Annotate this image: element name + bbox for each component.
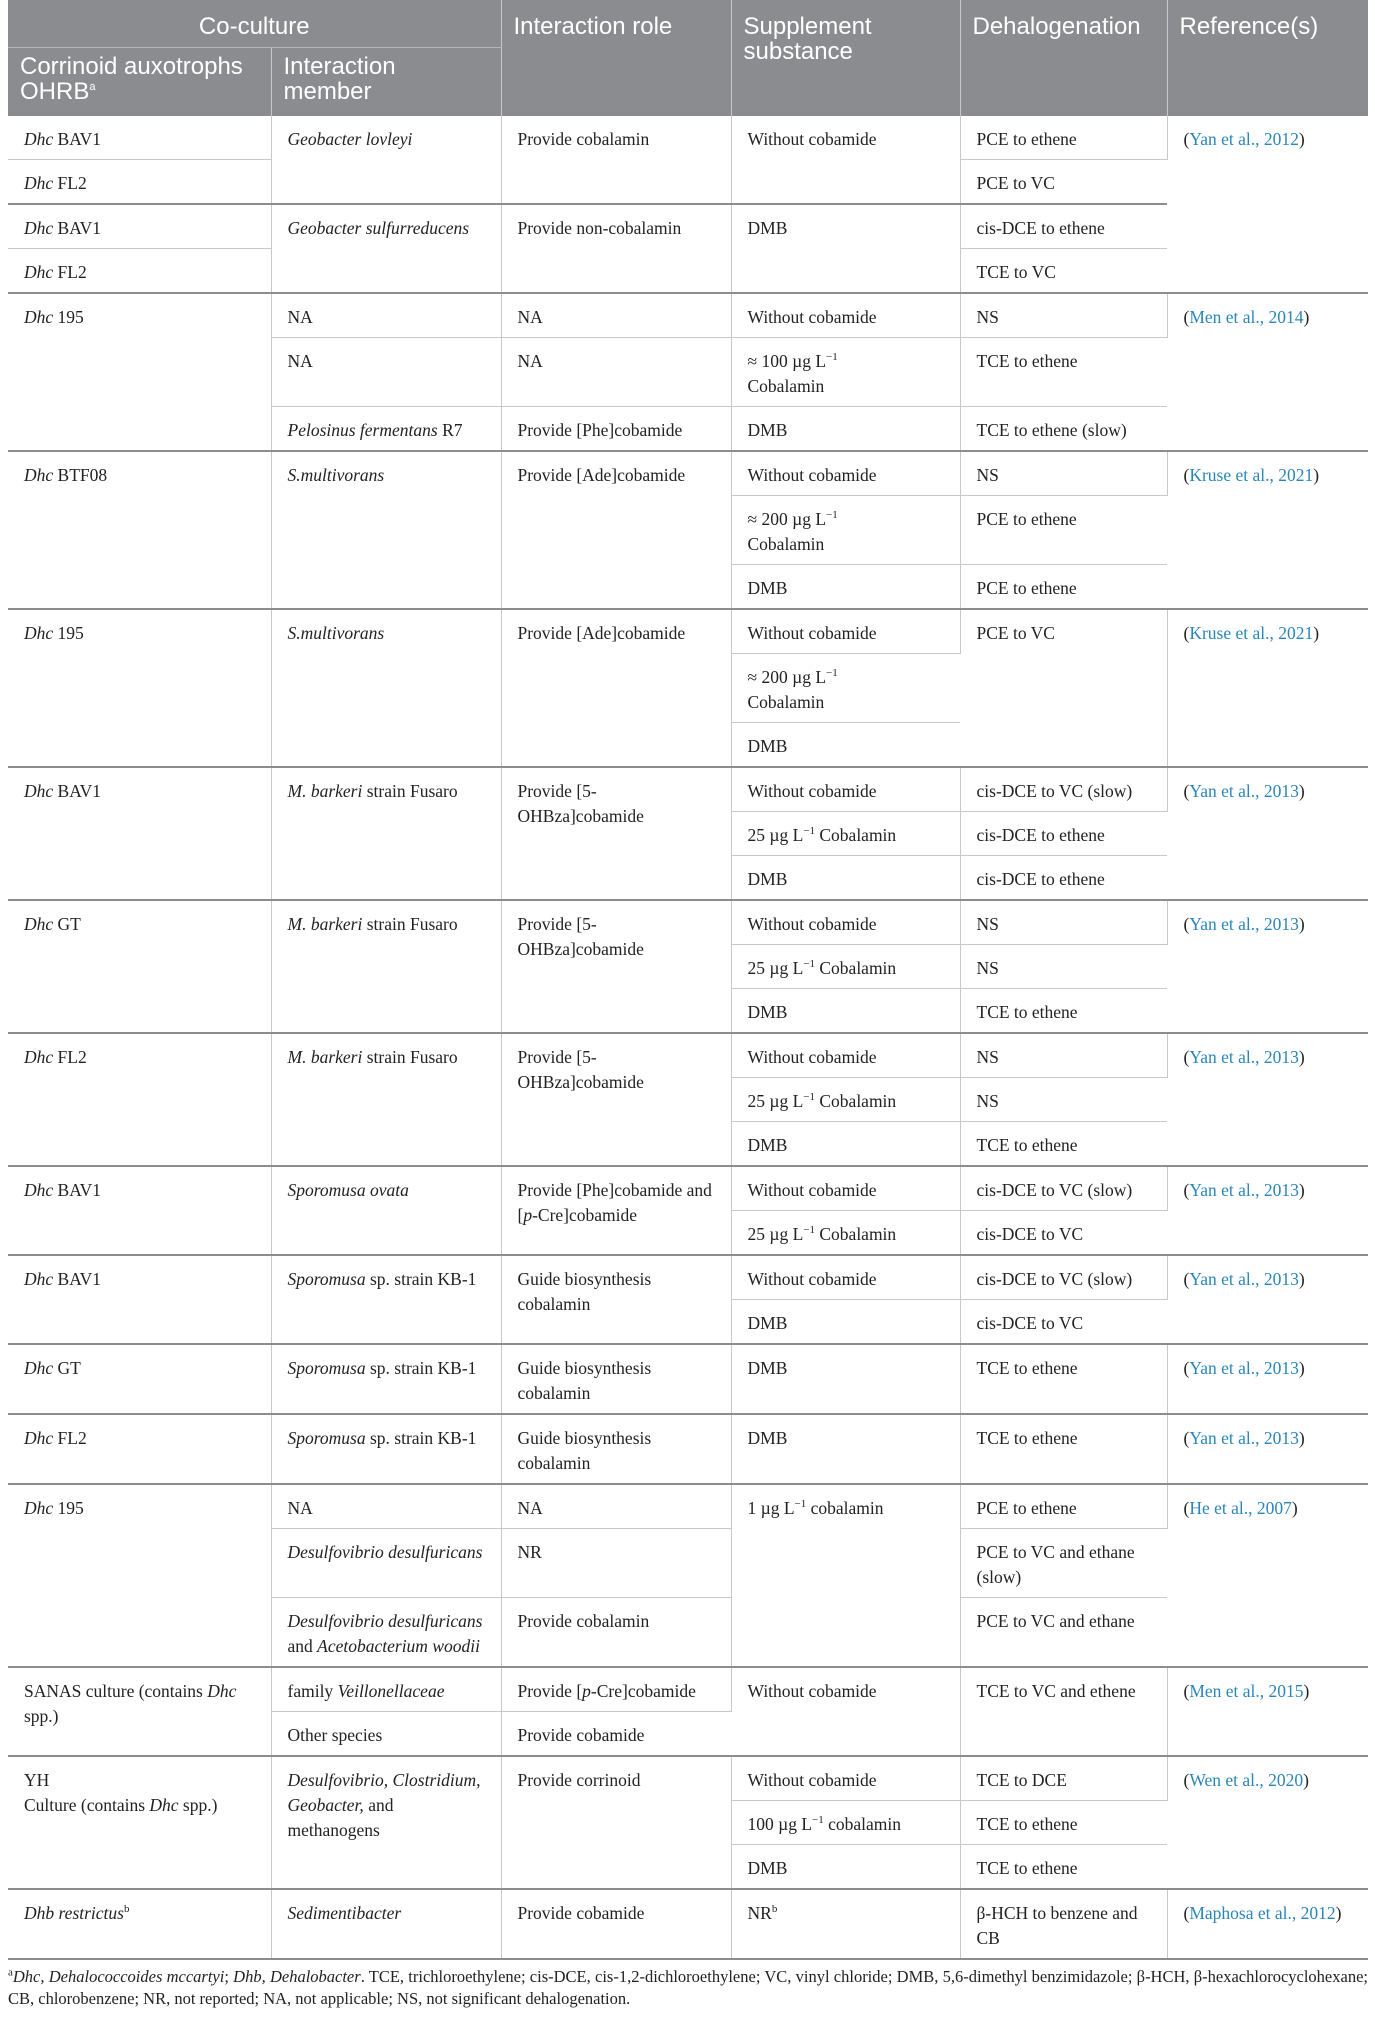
dehalogenation-cell: TCE to DCE [960, 1756, 1167, 1801]
reference-link[interactable]: Kruse et al., 2021 [1189, 623, 1314, 643]
dehalogenation-cell: PCE to VC [960, 160, 1167, 205]
ohrb-cell: Dhc BTF08 [8, 451, 271, 609]
supplement-cell: DMB [731, 407, 960, 452]
coculture-table [8, 0, 1368, 1960]
role-cell: Provide cobamide [501, 1712, 731, 1757]
reference-cell: (Yan et al., 2013) [1167, 767, 1368, 900]
member-cell: Sporomusa sp. strain KB-1 [271, 1344, 501, 1414]
reference-cell: (Men et al., 2014) [1167, 293, 1368, 451]
reference-cell: (Yan et al., 2013) [1167, 1414, 1368, 1484]
dehalogenation-cell: cis-DCE to VC (slow) [960, 1255, 1167, 1300]
dehalogenation-cell: cis-DCE to VC [960, 1300, 1167, 1345]
dehalogenation-cell: NS [960, 945, 1167, 989]
ohrb-cell: Dhc FL2 [8, 249, 271, 294]
member-cell: Sporomusa sp. strain KB-1 [271, 1255, 501, 1344]
table-header [8, 0, 1368, 116]
role-cell: Provide [5-OHBza]cobamide [501, 1033, 731, 1166]
reference-cell: (Yan et al., 2013) [1167, 900, 1368, 1033]
supplement-cell: Without cobamide [731, 1756, 960, 1801]
supplement-cell: DMB [731, 1300, 960, 1345]
reference-cell: (Yan et al., 2013) [1167, 1033, 1368, 1166]
reference-cell: (Kruse et al., 2021) [1167, 609, 1368, 767]
member-cell: Desulfovibrio desulfuricans and Acetobacterium woodii [271, 1598, 501, 1668]
header-dehalogenation: Dehalogenation [960, 0, 1167, 116]
role-cell: Provide [5-OHBza]cobamide [501, 900, 731, 1033]
table-row [8, 1414, 1368, 1484]
member-cell: Other species [271, 1712, 501, 1757]
dehalogenation-cell: TCE to ethene [960, 1845, 1167, 1890]
ohrb-cell: Dhc FL2 [8, 1414, 271, 1484]
reference-cell: (He et al., 2007) [1167, 1484, 1368, 1667]
supplement-cell: Without cobamide [731, 900, 960, 945]
dehalogenation-cell: TCE to ethene [960, 1414, 1167, 1484]
supplement-cell: ≈ 100 µg $L^{-1}$ Cobalamin [731, 338, 960, 407]
reference-cell: (Yan et al., 2013) [1167, 1166, 1368, 1255]
supplement-cell: DMB [731, 1344, 960, 1414]
table-row [8, 1166, 1368, 1211]
role-cell: Provide cobalamin [501, 1598, 731, 1668]
dehalogenation-cell: cis-DCE to ethene [960, 856, 1167, 901]
ohrb-cell: Dhc 195 [8, 1484, 271, 1667]
supplement-cell: Without cobamide [731, 293, 960, 338]
header-references: Reference(s) [1167, 0, 1368, 116]
supplement-cell: DMB [731, 565, 960, 610]
dehalogenation-cell: TCE to ethene [960, 989, 1167, 1034]
table-row [8, 1033, 1368, 1078]
supplement-cell: 1 µg $L^{-1}$ cobalamin [731, 1484, 960, 1667]
supplement-cell: Without cobamide [731, 1667, 960, 1756]
role-cell: Provide [Ade]cobamide [501, 609, 731, 767]
member-cell: S.multivorans [271, 451, 501, 609]
supplement-cell: Without cobamide [731, 116, 960, 204]
ohrb-cell: SANAS culture (contains Dhc spp.) [8, 1667, 271, 1756]
role-cell: Provide [Ade]cobamide [501, 451, 731, 609]
table-body [8, 116, 1368, 1959]
dehalogenation-cell: PCE to ethene [960, 116, 1167, 160]
table-row [8, 1255, 1368, 1300]
reference-link[interactable]: Wen et al., 2020 [1189, 1770, 1304, 1790]
reference-link[interactable]: Yan et al., 2013 [1189, 1180, 1299, 1200]
table-row [8, 900, 1368, 945]
reference-cell: (Yan et al., 2012) [1167, 116, 1368, 293]
header-supplement: Supplement substance [731, 0, 960, 116]
reference-link[interactable]: Yan et al., 2013 [1189, 1047, 1299, 1067]
supplement-cell: DMB [731, 1414, 960, 1484]
member-cell: family Veillonellaceae [271, 1667, 501, 1712]
supplement-cell: Without cobamide [731, 767, 960, 812]
dehalogenation-cell: cis-DCE to ethene [960, 204, 1167, 249]
role-cell: Guide biosynthesis cobalamin [501, 1344, 731, 1414]
supplement-cell: 25 µg $L^{-1}$ Cobalamin [731, 1078, 960, 1122]
supplement-cell: Without cobamide [731, 1166, 960, 1211]
role-cell: NA [501, 293, 731, 338]
header-ohrb: Corrinoid auxotrophs OHRB$^a$ [8, 48, 271, 117]
member-cell: M. barkeri strain Fusaro [271, 900, 501, 1033]
reference-cell: (Men et al., 2015) [1167, 1667, 1368, 1756]
table-row [8, 609, 1368, 654]
dehalogenation-cell: NS [960, 293, 1167, 338]
dehalogenation-cell: PCE to ethene [960, 496, 1167, 565]
dehalogenation-cell: PCE to VC and ethane (slow) [960, 1529, 1167, 1598]
supplement-cell: Without cobamide [731, 1255, 960, 1300]
member-cell: M. barkeri strain Fusaro [271, 1033, 501, 1166]
role-cell: Provide cobalamin [501, 116, 731, 204]
dehalogenation-cell: PCE to ethene [960, 1484, 1167, 1529]
member-cell: Desulfovibrio desulfuricans [271, 1529, 501, 1598]
supplement-cell: DMB [731, 856, 960, 901]
supplement-cell: Without cobamide [731, 451, 960, 496]
role-cell: NA [501, 338, 731, 407]
dehalogenation-cell: PCE to VC [960, 609, 1167, 767]
supplement-cell: 25 µg $L^{-1}$ Cobalamin [731, 812, 960, 856]
dehalogenation-cell: TCE to ethene [960, 1801, 1167, 1845]
supplement-cell: 25 µg $L^{-1}$ Cobalamin [731, 1211, 960, 1256]
reference-cell: (Yan et al., 2013) [1167, 1255, 1368, 1344]
supplement-cell: ≈ 200 µg $L^{-1}$ Cobalamin [731, 496, 960, 565]
table-row [8, 451, 1368, 496]
table-row [8, 767, 1368, 812]
member-cell: Geobacter sulfurreducens [271, 204, 501, 293]
supplement-cell: Without cobamide [731, 609, 960, 654]
dehalogenation-cell: NS [960, 451, 1167, 496]
table-row [8, 1484, 1368, 1529]
ohrb-cell: Dhc 195 [8, 609, 271, 767]
header-interaction-role: Interaction role [501, 0, 731, 116]
header-member: Interaction member [271, 48, 501, 117]
member-cell: M. barkeri strain Fusaro [271, 767, 501, 900]
reference-link[interactable]: Yan et al., 2013 [1189, 914, 1299, 934]
ohrb-cell: Dhb restrictus$^b$ [8, 1889, 271, 1959]
table-row [8, 1667, 1368, 1712]
reference-link[interactable]: Maphosa et al., 2012 [1189, 1903, 1336, 1923]
role-cell: Guide biosynthesis cobalamin [501, 1255, 731, 1344]
supplement-cell: DMB [731, 204, 960, 293]
supplement-cell: ≈ 200 µg $L^{-1}$ Cobalamin [731, 654, 960, 723]
table-row [8, 1889, 1368, 1959]
dehalogenation-cell: cis-DCE to VC (slow) [960, 767, 1167, 812]
supplement-cell: Without cobamide [731, 1033, 960, 1078]
reference-link[interactable]: Men et al., 2014 [1189, 307, 1304, 327]
table-footnote: $^a$Dhc, Dehalococcoides mccartyi; Dhb, Dehalobacter. TCE, trichloroethylene; cis-DCE, cis-1,2-dichloroethylene; VC, vinyl chloride; DMB, 5,6-dimethyl benzimidazole; β-HCH, β-hexachlorocyclohexane; CB, chlorobenzene; NR, not reported; NA, not applicable; NS, not significant dehalogenation. [8, 1966, 1368, 2008]
reference-cell: (Kruse et al., 2021) [1167, 451, 1368, 609]
reference-link[interactable]: Yan et al., 2013 [1189, 1358, 1299, 1378]
ohrb-cell: Dhc GT [8, 900, 271, 1033]
role-cell: Provide non-cobalamin [501, 204, 731, 293]
dehalogenation-cell: TCE to ethene (slow) [960, 407, 1167, 452]
reference-link[interactable]: Yan et al., 2013 [1189, 1269, 1299, 1289]
member-cell: Sporomusa ovata [271, 1166, 501, 1255]
dehalogenation-cell: β-HCH to benzene and CB [960, 1889, 1167, 1959]
supplement-cell: DMB [731, 723, 960, 768]
reference-link[interactable]: Yan et al., 2012 [1189, 129, 1299, 149]
dehalogenation-cell: TCE to VC [960, 249, 1167, 294]
ohrb-cell: Dhc BAV1 [8, 767, 271, 900]
supplement-cell: 25 µg $L^{-1}$ Cobalamin [731, 945, 960, 989]
reference-cell: (Wen et al., 2020) [1167, 1756, 1368, 1889]
dehalogenation-cell: cis-DCE to VC (slow) [960, 1166, 1167, 1211]
dehalogenation-cell: cis-DCE to ethene [960, 812, 1167, 856]
dehalogenation-cell: PCE to VC and ethane [960, 1598, 1167, 1668]
ohrb-cell: Dhc FL2 [8, 1033, 271, 1166]
role-cell: Provide [5-OHBza]cobamide [501, 767, 731, 900]
member-cell: NA [271, 1484, 501, 1529]
role-cell: NR [501, 1529, 731, 1598]
dehalogenation-cell: NS [960, 900, 1167, 945]
reference-cell: (Yan et al., 2013) [1167, 1344, 1368, 1414]
header-coculture: Co-culture [8, 0, 501, 48]
member-cell: Geobacter lovleyi [271, 116, 501, 204]
reference-cell: (Maphosa et al., 2012) [1167, 1889, 1368, 1959]
member-cell: Desulfovibrio, Clostridium, Geobacter, and methanogens [271, 1756, 501, 1889]
reference-link[interactable]: Yan et al., 2013 [1189, 1428, 1299, 1448]
reference-link[interactable]: Kruse et al., 2021 [1189, 465, 1314, 485]
dehalogenation-cell: TCE to VC and ethene [960, 1667, 1167, 1756]
role-cell: Guide biosynthesis cobalamin [501, 1414, 731, 1484]
table-row [8, 116, 1368, 160]
supplement-cell: $NR^b$ [731, 1889, 960, 1959]
role-cell: Provide corrinoid [501, 1756, 731, 1889]
coculture-table-container [8, 0, 1368, 2010]
supplement-cell: DMB [731, 1845, 960, 1890]
ohrb-cell: Dhc BAV1 [8, 116, 271, 160]
supplement-cell: DMB [731, 1122, 960, 1167]
dehalogenation-cell: TCE to ethene [960, 338, 1167, 407]
supplement-cell: DMB [731, 989, 960, 1034]
member-cell: Pelosinus fermentans R7 [271, 407, 501, 452]
member-cell: Sporomusa sp. strain KB-1 [271, 1414, 501, 1484]
table-row [8, 1756, 1368, 1801]
table-row [8, 204, 1368, 249]
table-row [8, 1344, 1368, 1414]
role-cell: Provide [p-Cre]cobamide [501, 1667, 731, 1712]
member-cell: S.multivorans [271, 609, 501, 767]
dehalogenation-cell: cis-DCE to VC [960, 1211, 1167, 1256]
dehalogenation-cell: NS [960, 1033, 1167, 1078]
role-cell: Provide cobamide [501, 1889, 731, 1959]
table-row [8, 293, 1368, 338]
ohrb-cell: Dhc BAV1 [8, 1255, 271, 1344]
ohrb-cell: YH Culture (contains Dhc spp.) [8, 1756, 271, 1889]
dehalogenation-cell: TCE to ethene [960, 1344, 1167, 1414]
supplement-cell: 100 µg $L^{-1}$ cobalamin [731, 1801, 960, 1845]
ohrb-cell: Dhc GT [8, 1344, 271, 1414]
ohrb-cell: Dhc BAV1 [8, 204, 271, 249]
reference-link[interactable]: Yan et al., 2013 [1189, 781, 1299, 801]
ohrb-cell: Dhc 195 [8, 293, 271, 451]
dehalogenation-cell: PCE to ethene [960, 565, 1167, 610]
ohrb-cell: Dhc BAV1 [8, 1166, 271, 1255]
role-cell: Provide [Phe]cobamide and [p-Cre]cobamide [501, 1166, 731, 1255]
member-cell: Sedimentibacter [271, 1889, 501, 1959]
member-cell: NA [271, 293, 501, 338]
reference-link[interactable]: Men et al., 2015 [1189, 1681, 1304, 1701]
dehalogenation-cell: TCE to ethene [960, 1122, 1167, 1167]
ohrb-cell: Dhc FL2 [8, 160, 271, 205]
role-cell: NA [501, 1484, 731, 1529]
dehalogenation-cell: NS [960, 1078, 1167, 1122]
role-cell: Provide [Phe]cobamide [501, 407, 731, 452]
member-cell: NA [271, 338, 501, 407]
reference-link[interactable]: He et al., 2007 [1189, 1498, 1292, 1518]
